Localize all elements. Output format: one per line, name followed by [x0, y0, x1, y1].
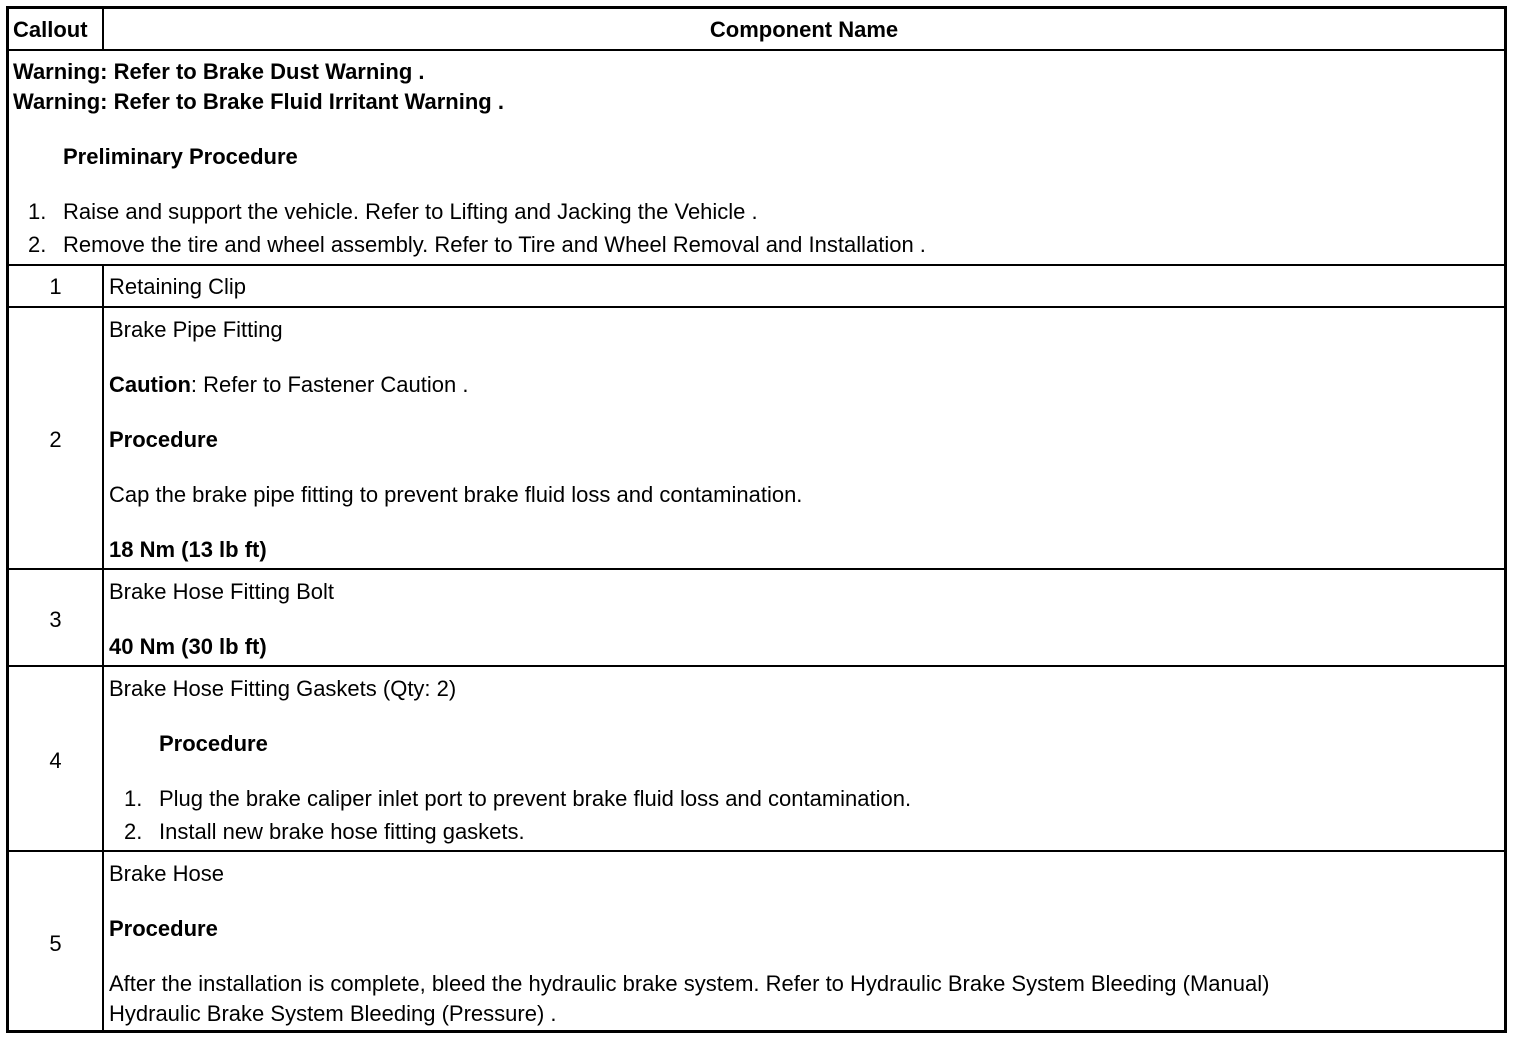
component-brake-hose-fitting-gaskets: Brake Hose Fitting Gaskets (Qty: 2) — [109, 676, 457, 701]
row-divider — [9, 306, 1504, 308]
preliminary-step-number: 1. — [28, 199, 47, 224]
header-component-name: Component Name — [709, 17, 899, 42]
preliminary-procedure-title: Preliminary Procedure — [63, 144, 298, 169]
procedure-text: Cap the brake pipe fitting to prevent brake fluid loss and contamination. — [109, 482, 803, 507]
procedure-step-number: 2. — [124, 819, 143, 844]
preliminary-step-text: Remove the tire and wheel assembly. Refer to Tire and Wheel Removal and Installation . — [63, 232, 926, 257]
procedure-text: Hydraulic Brake System Bleeding (Pressure) . — [109, 1001, 557, 1026]
caution-text: : Refer to Fastener Caution . — [190, 372, 469, 397]
procedure-heading: Procedure — [159, 731, 268, 756]
procedure-text: After the installation is complete, bleed the hydraulic brake system. Refer to Hydraulic Brake System Bleeding (Manual) — [109, 971, 1270, 996]
torque-spec: 40 Nm (30 lb ft) — [109, 634, 267, 659]
component-retaining-clip: Retaining Clip — [109, 274, 246, 299]
header-callout: Callout — [13, 17, 88, 42]
row-divider — [9, 850, 1504, 852]
callout-5: 5 — [49, 931, 62, 956]
row-divider — [9, 49, 1504, 51]
torque-spec: 18 Nm (13 lb ft) — [109, 537, 267, 562]
callout-3: 3 — [49, 607, 62, 632]
warning-brake-fluid: Warning: Refer to Brake Fluid Irritant Warning . — [13, 89, 504, 114]
preliminary-step-number: 2. — [28, 232, 47, 257]
procedure-step-number: 1. — [124, 786, 143, 811]
procedure-step-text: Install new brake hose fitting gaskets. — [159, 819, 525, 844]
row-divider — [9, 568, 1504, 570]
component-brake-hose: Brake Hose — [109, 861, 224, 886]
column-divider — [102, 264, 104, 1032]
procedure-step-text: Plug the brake caliper inlet port to prevent brake fluid loss and contamination. — [159, 786, 912, 811]
procedure-heading: Procedure — [109, 916, 218, 941]
caution-line — [109, 372, 468, 398]
callout-1: 1 — [49, 274, 62, 299]
row-divider — [9, 665, 1504, 667]
component-table — [6, 6, 1507, 1033]
warning-brake-dust: Warning: Refer to Brake Dust Warning . — [13, 59, 425, 84]
caution-label: Caution — [109, 372, 191, 397]
callout-2: 2 — [49, 427, 62, 452]
preliminary-step-text: Raise and support the vehicle. Refer to Lifting and Jacking the Vehicle . — [63, 199, 758, 224]
procedure-heading: Procedure — [109, 427, 218, 452]
component-brake-pipe-fitting: Brake Pipe Fitting — [109, 317, 283, 342]
row-divider — [9, 264, 1504, 266]
component-brake-hose-fitting-bolt: Brake Hose Fitting Bolt — [109, 579, 334, 604]
callout-4: 4 — [49, 748, 62, 773]
